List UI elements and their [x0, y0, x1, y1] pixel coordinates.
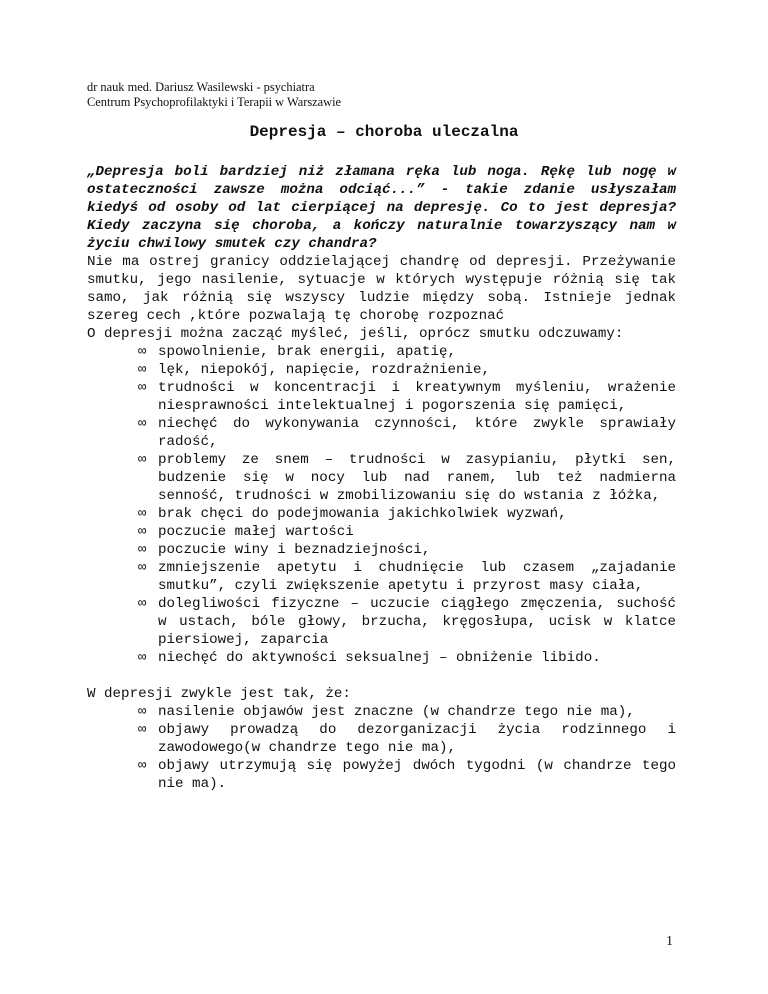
- list-item-text: dolegliwości fizyczne – uczucie ciągłego zmęczenia, suchość w ustach, bóle głowy, brzucha, kręgosłupa, ucisk w klatce piersiowej, zaparcia: [158, 596, 676, 648]
- list-item: [87, 451, 676, 505]
- list-item-text: poczucie winy i beznadziejności,: [158, 542, 431, 558]
- list-item-text: trudności w koncentracji i kreatywnym myśleniu, wrażenie niesprawności intelektualnej i pogorszenia się pamięci,: [158, 380, 676, 414]
- bullet-icon: ∞: [138, 506, 147, 522]
- bullet-icon: ∞: [138, 722, 147, 738]
- institution-line: Centrum Psychoprofilaktyki i Terapii w Warszawie: [87, 95, 342, 109]
- list-item-text: brak chęci do podejmowania jakichkolwiek wyzwań,: [158, 506, 567, 522]
- list-item: [87, 595, 676, 649]
- list-item: [87, 649, 676, 667]
- bullet-icon: ∞: [138, 758, 147, 774]
- list-item-text: spowolnienie, brak energii, apatię,: [158, 344, 456, 360]
- bullet-icon: ∞: [138, 704, 147, 720]
- list-item-text: niechęć do wykonywania czynności, które zwykle sprawiały radość,: [158, 416, 676, 450]
- bullet-icon: ∞: [138, 452, 147, 468]
- bullet-icon: ∞: [138, 650, 147, 666]
- list-item: [87, 523, 676, 541]
- list-item-text: problemy ze snem – trudności w zasypianiu, płytki sen, budzenie się w nocy lub nad ranem, lub też nadmierna senność, trudności w zmobilizowaniu się do wstania z łóżka,: [158, 452, 676, 504]
- author-block: [87, 80, 341, 110]
- criteria-list: [87, 703, 676, 793]
- bullet-icon: ∞: [138, 344, 147, 360]
- symptoms-list: [87, 343, 676, 667]
- spacer: [87, 667, 676, 685]
- list-item-text: objawy utrzymują się powyżej dwóch tygodni (w chandrze tego nie ma).: [158, 758, 676, 792]
- intro-quote: „Depresja boli bardziej niż złamana ręka lub noga. Rękę lub nogę w ostateczności zawsze można odciąć...” - takie zdanie usłyszałam kiedyś od osoby od lat cierpiącej na depresję. Co to jest depresja? Kiedy zaczyna się choroba, a kończy naturalnie towarzyszący nam w życiu chwilowy smutek czy chandra?: [87, 164, 676, 252]
- document-body: [87, 163, 676, 793]
- list-item: [87, 379, 676, 415]
- list-item-text: lęk, niepokój, napięcie, rozdrażnienie,: [158, 362, 491, 378]
- list-item: [87, 703, 676, 721]
- page-number: 1: [666, 934, 673, 949]
- paragraph-3: W depresji zwykle jest tak, że:: [87, 686, 351, 702]
- bullet-icon: ∞: [138, 542, 147, 558]
- paragraph-2: O depresji można zacząć myśleć, jeśli, oprócz smutku odczuwamy:: [87, 326, 624, 342]
- list-item: [87, 343, 676, 361]
- list-item-text: nasilenie objawów jest znaczne (w chandrze tego nie ma),: [158, 704, 635, 720]
- list-item-text: poczucie małej wartości: [158, 524, 354, 540]
- author-line: dr nauk med. Dariusz Wasilewski - psychiatra: [87, 80, 315, 94]
- bullet-icon: ∞: [138, 380, 147, 396]
- list-item: [87, 505, 676, 523]
- bullet-icon: ∞: [138, 560, 147, 576]
- list-item: [87, 721, 676, 757]
- document-title: Depresja – choroba uleczalna: [249, 123, 519, 141]
- list-item-text: zmniejszenie apetytu i chudnięcie lub czasem „zajadanie smutku”, czyli zwiększenie apetytu i przyrost masy ciała,: [158, 560, 676, 594]
- bullet-icon: ∞: [138, 596, 147, 612]
- bullet-icon: ∞: [138, 524, 147, 540]
- list-item-text: niechęć do aktywności seksualnej – obniżenie libido.: [158, 650, 601, 666]
- list-item: [87, 361, 676, 379]
- bullet-icon: ∞: [138, 362, 147, 378]
- paragraph-1: Nie ma ostrej granicy oddzielającej chandrę od depresji. Przeżywanie smutku, jego nasilenie, sytuacje w których występuje różnią się tak samo, jak różnią się wszyscy ludzie między sobą. Istnieje jednak szereg cech ,które pozwalają tę chorobę rozpoznać: [87, 254, 676, 324]
- list-item-text: objawy prowadzą do dezorganizacji życia rodzinnego i zawodowego(w chandrze tego nie ma),: [158, 722, 676, 756]
- bullet-icon: ∞: [138, 416, 147, 432]
- list-item: [87, 559, 676, 595]
- list-item: [87, 541, 676, 559]
- list-item: [87, 757, 676, 793]
- list-item: [87, 415, 676, 451]
